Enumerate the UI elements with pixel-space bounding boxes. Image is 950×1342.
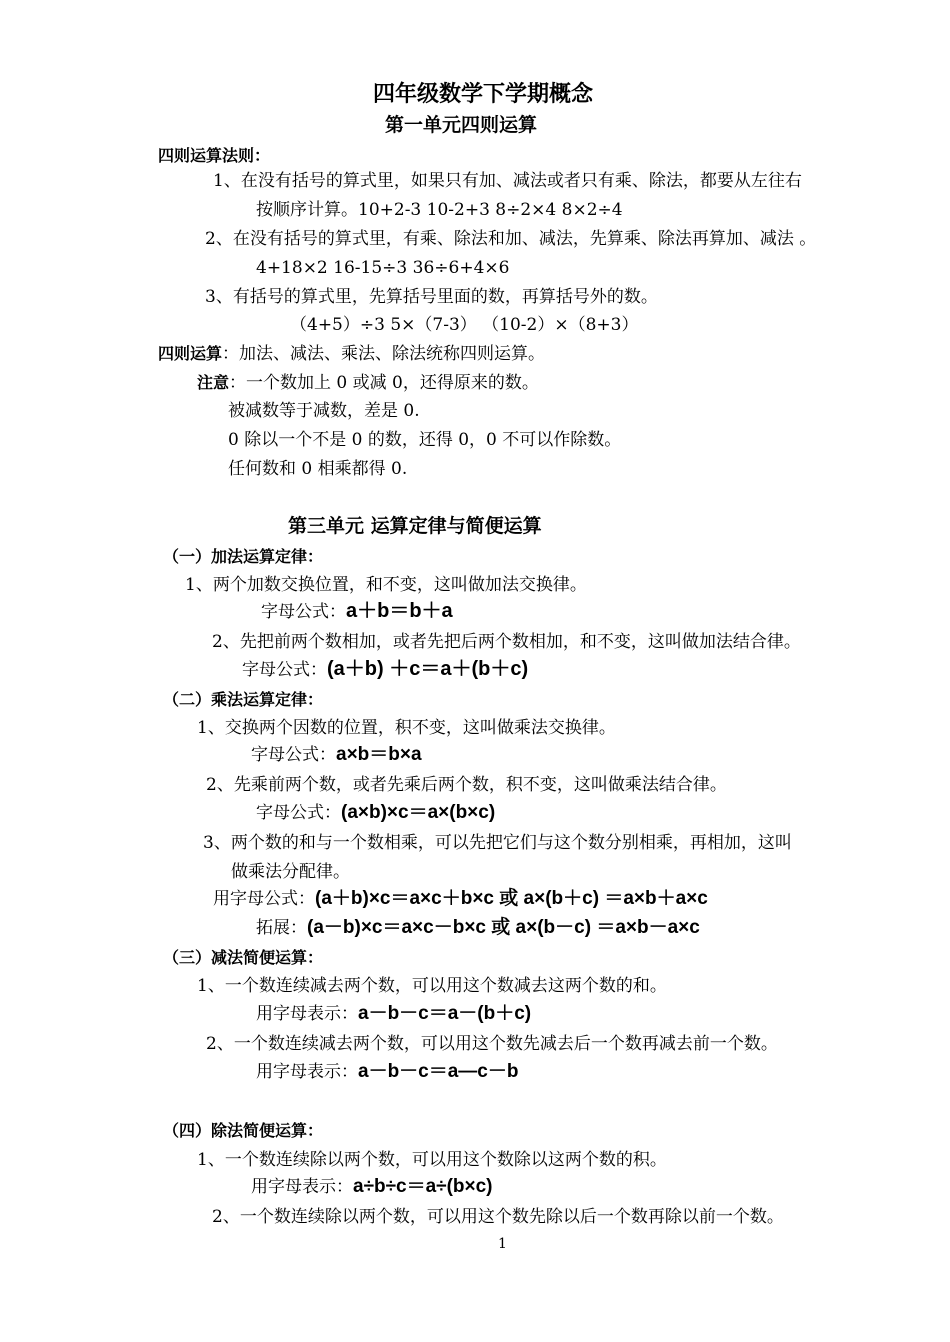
sub-heading: （三）减法简便运算： xyxy=(163,948,324,967)
four-ops-label: 四则运算 xyxy=(158,344,223,363)
mul-heading: （二）乘法运算定律： xyxy=(163,690,324,709)
page-title: 四年级数学下学期概念 xyxy=(373,82,594,107)
sub-rule-2: 2、一个数连续减去两个数，可以用这个数先减去后一个数再减去前一个数。 xyxy=(206,1034,778,1054)
note-label: 注意 xyxy=(197,373,230,392)
mul-rule-1: 1、交换两个因数的位置，积不变，这叫做乘法交换律。 xyxy=(197,718,616,738)
formula: a×b＝b×a xyxy=(336,744,422,765)
mul-formula-2 xyxy=(256,802,495,824)
mul-rule-2: 2、先乘前两个数，或者先乘后两个数，积不变，这叫做乘法结合律。 xyxy=(206,775,727,795)
unit1-title: 第一单元四则运算 xyxy=(385,114,538,136)
add-formula-1 xyxy=(261,600,453,623)
rule-2-examples: 4+18×2 16-15÷3 36÷6+4×6 xyxy=(256,258,510,278)
formula: a÷b÷c＝a÷(b×c) xyxy=(353,1176,493,1197)
note-4: 任何数和 0 相乘都得 0. xyxy=(228,459,408,479)
rule-3-examples: （4+5）÷3 5×（7-3） （10-2）×（8+3） xyxy=(290,315,639,335)
add-rule-2: 2、先把前两个数相加，或者先把后两个数相加，和不变，这叫做加法结合律。 xyxy=(212,632,801,652)
mul-rule-3-cont: 做乘法分配律。 xyxy=(231,862,350,882)
formula-label: 用字母表示： xyxy=(251,1177,353,1197)
page-number: 1 xyxy=(498,1236,507,1252)
mul-formula-3 xyxy=(213,888,708,910)
formula-label: 字母公式： xyxy=(242,660,327,680)
four-ops-line xyxy=(158,343,545,365)
formula: a＋b＝b＋a xyxy=(346,600,453,622)
formula-label: 用字母表示： xyxy=(256,1004,358,1024)
four-ops-text: ：加法、减法、乘法、除法统称四则运算。 xyxy=(222,344,546,364)
sub-formula-2 xyxy=(256,1061,518,1083)
formula: (a－b)×c＝a×c－b×c 或 a×(b－c) ＝a×b－a×c xyxy=(307,917,700,938)
note-line xyxy=(197,372,539,394)
rule-3: 3、有括号的算式里，先算括号里面的数，再算括号外的数。 xyxy=(205,287,658,307)
add-heading: （一）加法运算定律： xyxy=(163,547,324,566)
div-rule-2: 2、一个数连续除以两个数，可以用这个数先除以后一个数再除以前一个数。 xyxy=(212,1207,784,1227)
div-formula-1 xyxy=(251,1176,493,1198)
rules-heading: 四则运算法则： xyxy=(158,146,271,165)
formula: (a＋b)×c＝a×c＋b×c 或 a×(b＋c) ＝a×b＋a×c xyxy=(315,888,708,909)
note-3: 0 除以一个不是 0 的数，还得 0，0 不可以作除数。 xyxy=(228,430,622,450)
formula-label: 拓展： xyxy=(256,918,307,938)
sub-rule-1: 1、一个数连续减去两个数，可以用这个数减去这两个数的和。 xyxy=(197,976,667,996)
formula: a－b－c＝a—c－b xyxy=(358,1061,519,1082)
rule-1: 1、在没有括号的算式里，如果只有加、减法或者只有乘、除法，都要从左往右 xyxy=(213,171,802,191)
formula: (a×b)×c＝a×(b×c) xyxy=(341,802,496,823)
formula: (a＋b) ＋c＝a＋(b＋c) xyxy=(327,658,529,680)
sub-formula-1 xyxy=(256,1003,531,1025)
mul-formula-1 xyxy=(251,744,422,766)
note-1: ：一个数加上 0 或减 0，还得原来的数。 xyxy=(229,373,539,393)
unit3-title: 第三单元 运算定律与简便运算 xyxy=(288,515,542,537)
add-rule-1: 1、两个加数交换位置，和不变，这叫做加法交换律。 xyxy=(185,575,587,595)
div-rule-1: 1、一个数连续除以两个数，可以用这个数除以这两个数的积。 xyxy=(197,1150,667,1170)
formula-label: 字母公式： xyxy=(261,602,346,622)
formula-label: 字母公式： xyxy=(256,803,341,823)
add-formula-2 xyxy=(242,658,528,681)
note-2: 被减数等于减数，差是 0. xyxy=(228,401,420,421)
extension-formula xyxy=(256,917,700,939)
formula: a－b－c＝a－(b＋c) xyxy=(358,1003,532,1024)
div-heading: （四）除法简便运算： xyxy=(163,1121,324,1140)
formula-label: 用字母公式： xyxy=(213,889,315,909)
rule-2: 2、在没有括号的算式里，有乘、除法和加、减法，先算乘、除法再算加、减法 。 xyxy=(205,229,817,249)
mul-rule-3: 3、两个数的和与一个数相乘，可以先把它们与这个数分别相乘，再相加，这叫 xyxy=(203,833,792,853)
rule-1-examples: 按顺序计算。10+2-3 10-2+3 8÷2×4 8×2÷4 xyxy=(256,200,623,220)
formula-label: 字母公式： xyxy=(251,745,336,765)
formula-label: 用字母表示： xyxy=(256,1062,358,1082)
